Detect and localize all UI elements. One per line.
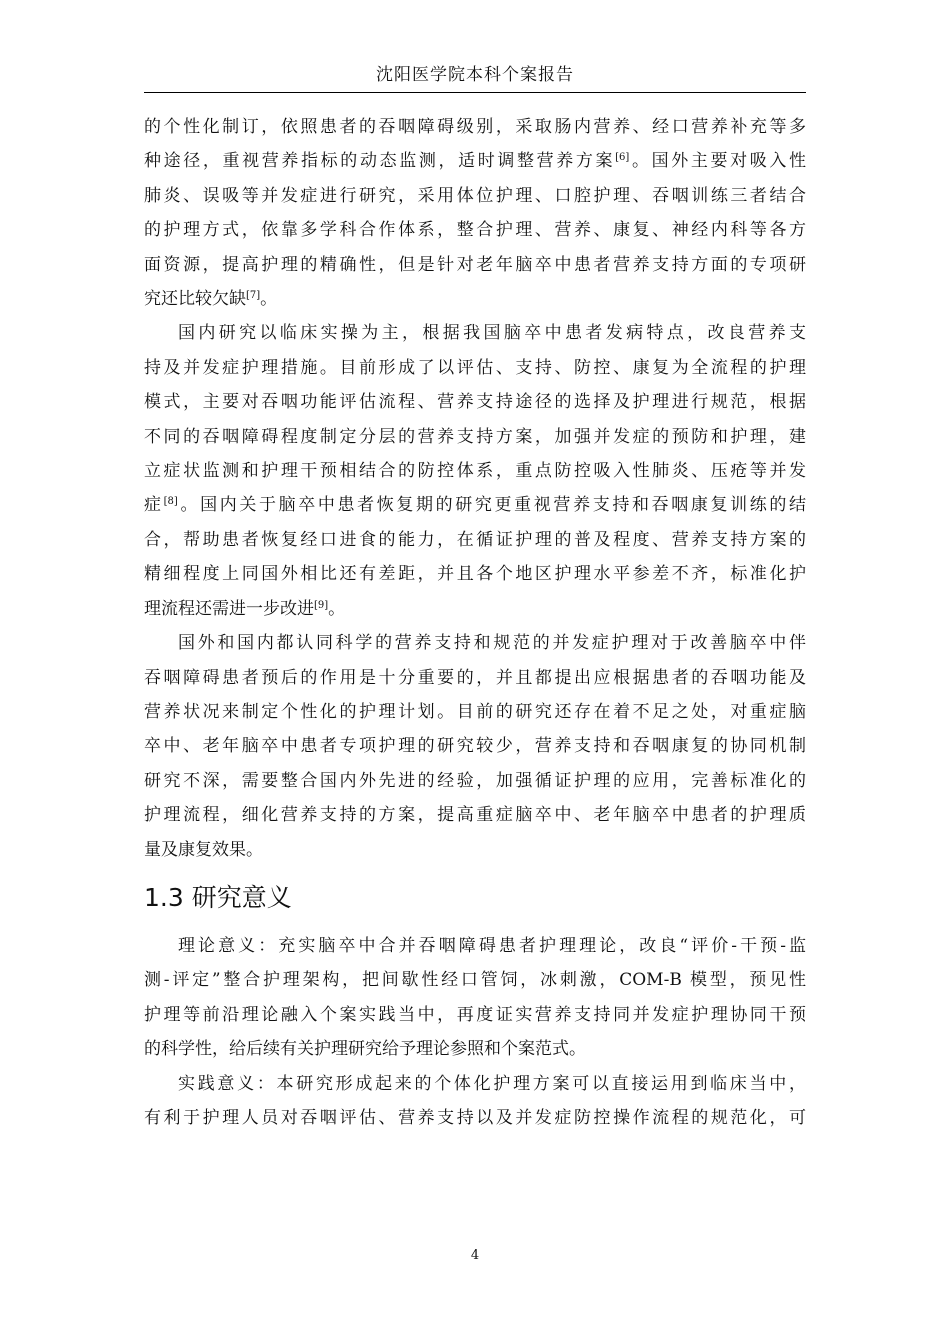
text-line: 精细程度上同国外相比还有差距，并且各个地区护理水平参差不齐，标准化护 (144, 564, 806, 585)
header-rule (144, 92, 806, 93)
text-line: 的护理方式，依靠多学科合作体系，整合护理、营养、康复、神经内科等各方 (144, 220, 806, 241)
text-line: 护理等前沿理论融入个案实践当中，再度证实营养支持同并发症护理协同干预 (144, 1004, 806, 1025)
text-line: 模式，主要对吞咽功能评估流程、营养支持途径的选择及护理进行规范，根据 (144, 392, 806, 413)
text-line: 立症状监测和护理干预相结合的防控体系，重点防控吸入性肺炎、压疮等并发 (144, 461, 806, 482)
text-line: 吞咽障碍患者预后的作用是十分重要的，并且都提出应根据患者的吞咽功能及 (144, 667, 806, 688)
text-line: 量及康复效果。 (144, 839, 263, 860)
text-line: 理论意义：充实脑卒中合并吞咽障碍患者护理理论，改良“评价-干预-监 (178, 935, 806, 956)
running-header: 沈阳医学院本科个案报告 (376, 65, 574, 85)
text-line: 种途径，重视营养指标的动态监测，适时调整营养方案[6]。国外主要对吸入性 (144, 151, 807, 172)
text-line: 症[8]。国内关于脑卒中患者恢复期的研究更重视营养支持和吞咽康复训练的结 (144, 495, 807, 516)
text-line: 测-评定”整合护理架构，把间歇性经口管饲，冰刺激，COM-B 模型，预见性 (144, 970, 806, 991)
citation-ref: [9] (314, 599, 329, 611)
paragraph-practical-significance (144, 1067, 806, 1136)
text-line: 护理流程，细化营养支持的方案，提高重症脑卒中、老年脑卒中患者的护理质 (144, 805, 806, 826)
text-line: 理流程还需进一步改进[9]。 (144, 598, 346, 619)
paragraph-international-research (144, 110, 806, 316)
text-line: 营养状况来制定个性化的护理计划。目前的研究还存在着不足之处，对重症脑 (144, 701, 806, 722)
text-line: 究还比较欠缺[7]。 (144, 289, 278, 310)
text-line: 国内研究以临床实操为主，根据我国脑卒中患者发病特点，改良营养支 (178, 323, 806, 344)
text-line: 的个性化制订，依照患者的吞咽障碍级别，采取肠内营养、经口营养补充等多 (144, 117, 806, 137)
paragraph-summary (144, 626, 806, 867)
text-line: 国外和国内都认同科学的营养支持和规范的并发症护理对于改善脑卒中伴 (178, 633, 806, 654)
text-line: 实践意义：本研究形成起来的个体化护理方案可以直接运用到临床当中， (178, 1073, 806, 1094)
paragraph-theoretical-significance (144, 929, 806, 1067)
text-line: 卒中、老年脑卒中患者专项护理的研究较少，营养支持和吞咽康复的协同机制 (144, 736, 806, 757)
page-body (144, 110, 806, 1135)
text-line: 持及并发症护理措施。目前形成了以评估、支持、防控、康复为全流程的护理 (144, 357, 806, 378)
text-line: 有利于护理人员对吞咽评估、营养支持以及并发症防控操作流程的规范化，可 (144, 1107, 806, 1128)
page-number: 4 (470, 1248, 480, 1263)
text-line: 不同的吞咽障碍程度制定分层的营养支持方案，加强并发症的预防和护理，建 (144, 426, 806, 447)
text-line: 面资源，提高护理的精确性，但是针对老年脑卒中患者营养支持方面的专项研 (144, 254, 806, 275)
citation-ref: [8] (163, 496, 178, 508)
text-line: 合，帮助患者恢复经口进食的能力，在循证护理的普及程度、营养支持方案的 (144, 529, 806, 550)
text-line: 研究不深，需要整合国内外先进的经验，加强循证护理的应用，完善标准化的 (144, 770, 806, 791)
paragraph-domestic-research (144, 316, 806, 626)
citation-ref: [7] (246, 290, 261, 302)
citation-ref: [6] (615, 152, 630, 164)
text-line: 的科学性，给后续有关护理研究给予理论参照和个案范式。 (144, 1039, 586, 1060)
section-heading: 1.3 研究意义 (144, 882, 292, 912)
text-line: 肺炎、误吸等并发症进行研究，采用体位护理、口腔护理、吞咽训练三者结合 (144, 185, 806, 206)
